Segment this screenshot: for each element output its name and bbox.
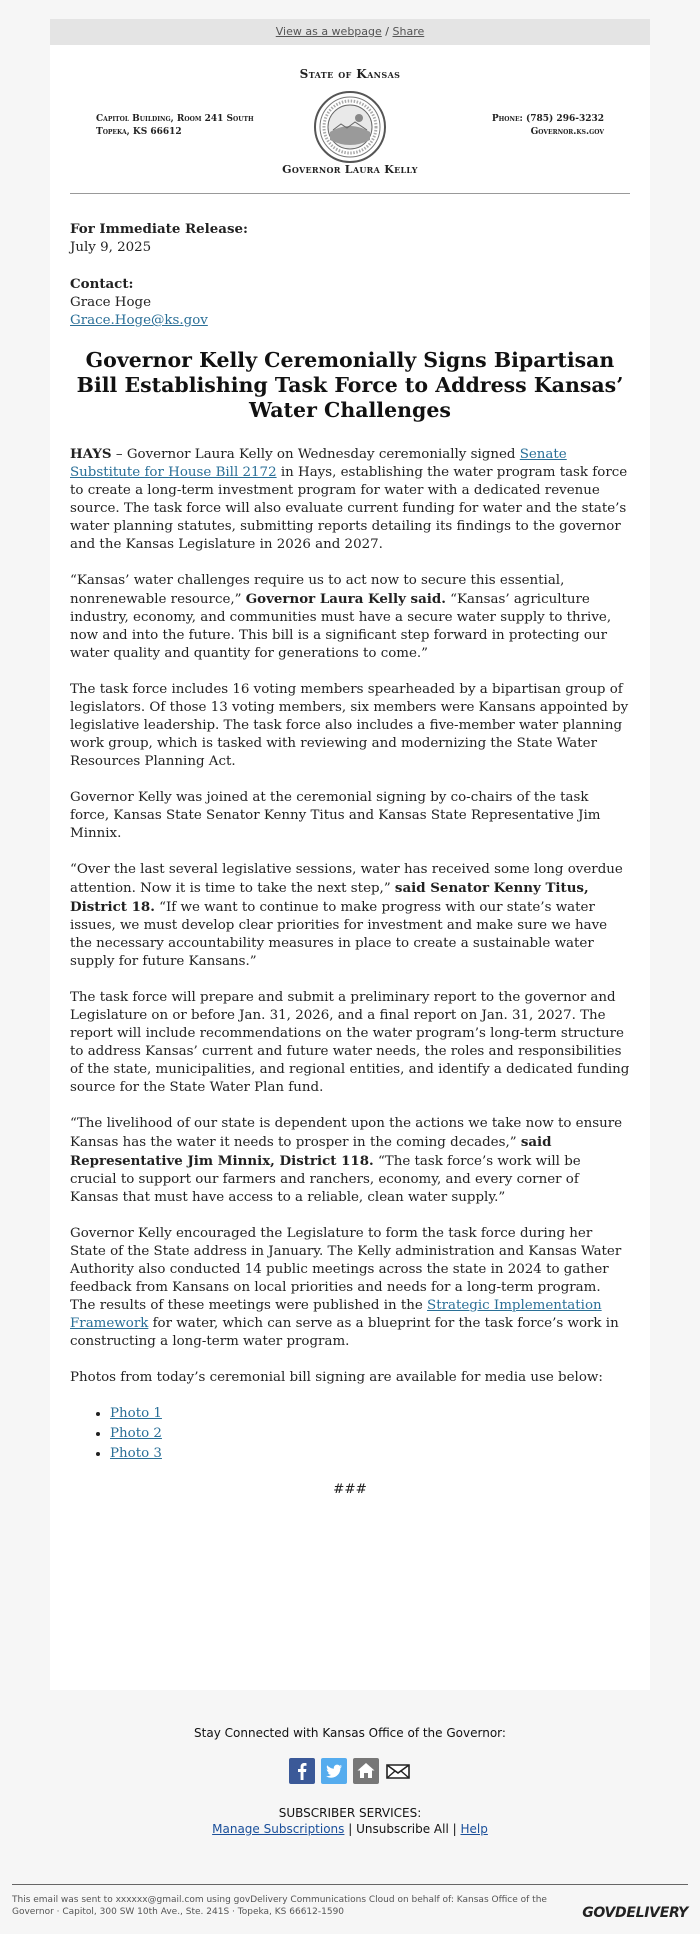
letterhead [50, 45, 650, 195]
email-card [50, 45, 650, 1690]
stay-connected-text: Stay Connected with Kansas Office of the Governor: [194, 1726, 506, 1740]
photo-3-link[interactable]: Photo 3 [110, 1446, 162, 1461]
social-icons [0, 1758, 700, 1786]
paragraph-5 [70, 861, 630, 971]
subscriber-services-heading: SUBSCRIBER SERVICES: [278, 1806, 422, 1820]
subscriber-links [0, 1822, 700, 1836]
paragraph-8 [70, 1225, 630, 1351]
paragraph-7-text-a: “The livelihood of our state is dependent upon the actions we take now to ensure Kansas has the water it needs to prosper in the coming decades,” [70, 1116, 623, 1150]
unsubscribe-all[interactable]: Unsubscribe All [356, 1822, 449, 1836]
email-icon[interactable] [385, 1758, 411, 1784]
contact-info [70, 275, 630, 330]
address-line-1: Capitol Building, Room 241 South [96, 114, 254, 124]
home-icon[interactable] [353, 1758, 379, 1784]
state-seal-icon [313, 90, 387, 164]
paragraph-7-text-b: “The task force’s work will be crucial to support our farmers and ranchers, economy, and every corner of Kansas that must have access to a reliable, clean water supply.” [70, 1154, 581, 1205]
letterhead-divider [70, 193, 630, 194]
list-item [110, 1425, 630, 1443]
address-block [96, 113, 254, 139]
paragraph-7 [70, 1115, 630, 1207]
paragraph-1-text-a: – Governor Laura Kelly on Wednesday ceremonially signed [111, 447, 520, 462]
end-mark: ### [333, 1482, 367, 1497]
contact-label: Contact: [70, 276, 134, 292]
separator: | [348, 1822, 353, 1836]
separator: | [452, 1822, 457, 1836]
state-title: State of Kansas [299, 67, 401, 81]
facebook-icon[interactable] [289, 1758, 315, 1784]
governor-attribution: Governor Laura Kelly said. [245, 591, 446, 607]
contact-email-link[interactable]: Grace.Hoge@ks.gov [70, 313, 208, 328]
paragraph-2 [70, 572, 630, 663]
footer-divider [12, 1884, 688, 1885]
contact-block [492, 113, 604, 139]
paragraph-2-text-a: “Kansas’ water challenges require us to act now to secure this essential, nonrenewable resource,” [70, 573, 565, 607]
twitter-icon[interactable] [321, 1758, 347, 1784]
release-label: For Immediate Release: [70, 221, 248, 237]
paragraph-8-text-a: Governor Kelly encouraged the Legislature to form the task force during her State of the State address in January. The Kelly administration and Kansas Water Authority also conducted 14 public meetings across the state in 2024 to gather feedback from Kansans on local priorities and needs for a long-term program. The results of these meetings were published in the [70, 1226, 622, 1313]
headline: Governor Kelly Ceremonially Signs Bipartisan Bill Establishing Task Force to Address Kansas’ Water Challenges [76, 348, 624, 422]
list-item [110, 1405, 630, 1423]
release-date: July 9, 2025 [70, 240, 152, 255]
footer [0, 1726, 700, 1836]
paragraph-1-text-b: in Hays, establishing the water program task force to create a long-term investment program for water with a dedicated revenue source. The task force will also evaluate current funding for water and the state’s water planning statutes, submitting reports detailing its findings to the governor and the Kansas Legislature in 2026 and 2027. [70, 465, 628, 552]
paragraph-5-text-a: “Over the last several legislative sessions, water has received some long overdue attention. Now it is time to take the next step,” [70, 862, 623, 896]
framework-link[interactable]: Strategic Implementation Framework [70, 1298, 602, 1331]
list-item [110, 1445, 630, 1463]
dateline: HAYS [70, 446, 112, 462]
topbar-separator: / [385, 25, 389, 38]
share-link[interactable]: Share [392, 25, 425, 38]
view-webpage-link[interactable]: View as a webpage [275, 25, 382, 38]
fine-print: This email was sent to xxxxxx@gmail.com using govDelivery Communications Cloud on behalf of: Kansas Office of the Governor · Capitol, 300 SW 10th Ave., Ste. 241S · Topeka, KS 66612-1590 [12, 1895, 547, 1917]
govdelivery-logo: GOVDELIVERY [582, 1905, 688, 1921]
contact-name: Grace Hoge [70, 295, 151, 310]
paragraph-9: Photos from today’s ceremonial bill signing are available for media use below: [70, 1370, 603, 1385]
website: Governor.ks.gov [530, 127, 604, 137]
representative-attribution: said Representative Jim Minnix, District 118. [70, 1134, 552, 1169]
paragraph-6: The task force will prepare and submit a preliminary report to the governor and Legislature on or before Jan. 31, 2026, and a final report on Jan. 31, 2027. The report will include recommendations on the water program’s long-term structure to address Kansas’ current and future water needs, the roles and responsibilities of the state, municipalities, and regional entities, and identify a dedicated funding source for the State Water Plan fund. [70, 990, 630, 1095]
release-info [70, 220, 630, 257]
manage-subscriptions-link[interactable]: Manage Subscriptions [212, 1822, 345, 1836]
press-release [70, 220, 630, 1517]
photo-2-link[interactable]: Photo 2 [110, 1426, 162, 1441]
paragraph-3: The task force includes 16 voting members spearheaded by a bipartisan group of legislators. Of those 13 voting members, six members were Kansans appointed by legislative leadership. The task force also includes a five-member water planning work group, which is tasked with reviewing and modernizing the State Water Resources Planning Act. [70, 682, 629, 769]
paragraph-1 [70, 445, 630, 554]
governor-name: Governor Laura Kelly [282, 163, 418, 176]
senator-attribution: said Senator Kenny Titus, District 18. [70, 880, 589, 915]
paragraph-4: Governor Kelly was joined at the ceremonial signing by co-chairs of the task force, Kansas State Senator Kenny Titus and Kansas State Representative Jim Minnix. [70, 790, 601, 841]
help-link[interactable]: Help [460, 1822, 488, 1836]
bill-link[interactable]: Senate Substitute for House Bill 2172 [70, 447, 567, 480]
address-line-2: Topeka, KS 66612 [96, 127, 182, 137]
paragraph-5-text-b: “If we want to continue to make progress with our state’s water issues, we must develop clear priorities for investment and make sure we have the necessary accountability measures in place to create a sustainable water supply for future Kansans.” [70, 900, 608, 969]
photo-list [70, 1405, 630, 1463]
paragraph-8-text-b: for water, which can serve as a blueprint for the task force’s work in constructing a long-term water program. [70, 1316, 619, 1349]
top-bar [50, 19, 650, 45]
phone-number: Phone: (785) 296-3232 [491, 114, 604, 124]
photo-1-link[interactable]: Photo 1 [110, 1406, 162, 1421]
paragraph-2-text-b: “Kansas’ agriculture industry, economy, and communities must have a secure water supply to thrive, now and into the future. This bill is a significant step forward in protecting our water quality and quantity for generations to come.” [70, 592, 612, 661]
